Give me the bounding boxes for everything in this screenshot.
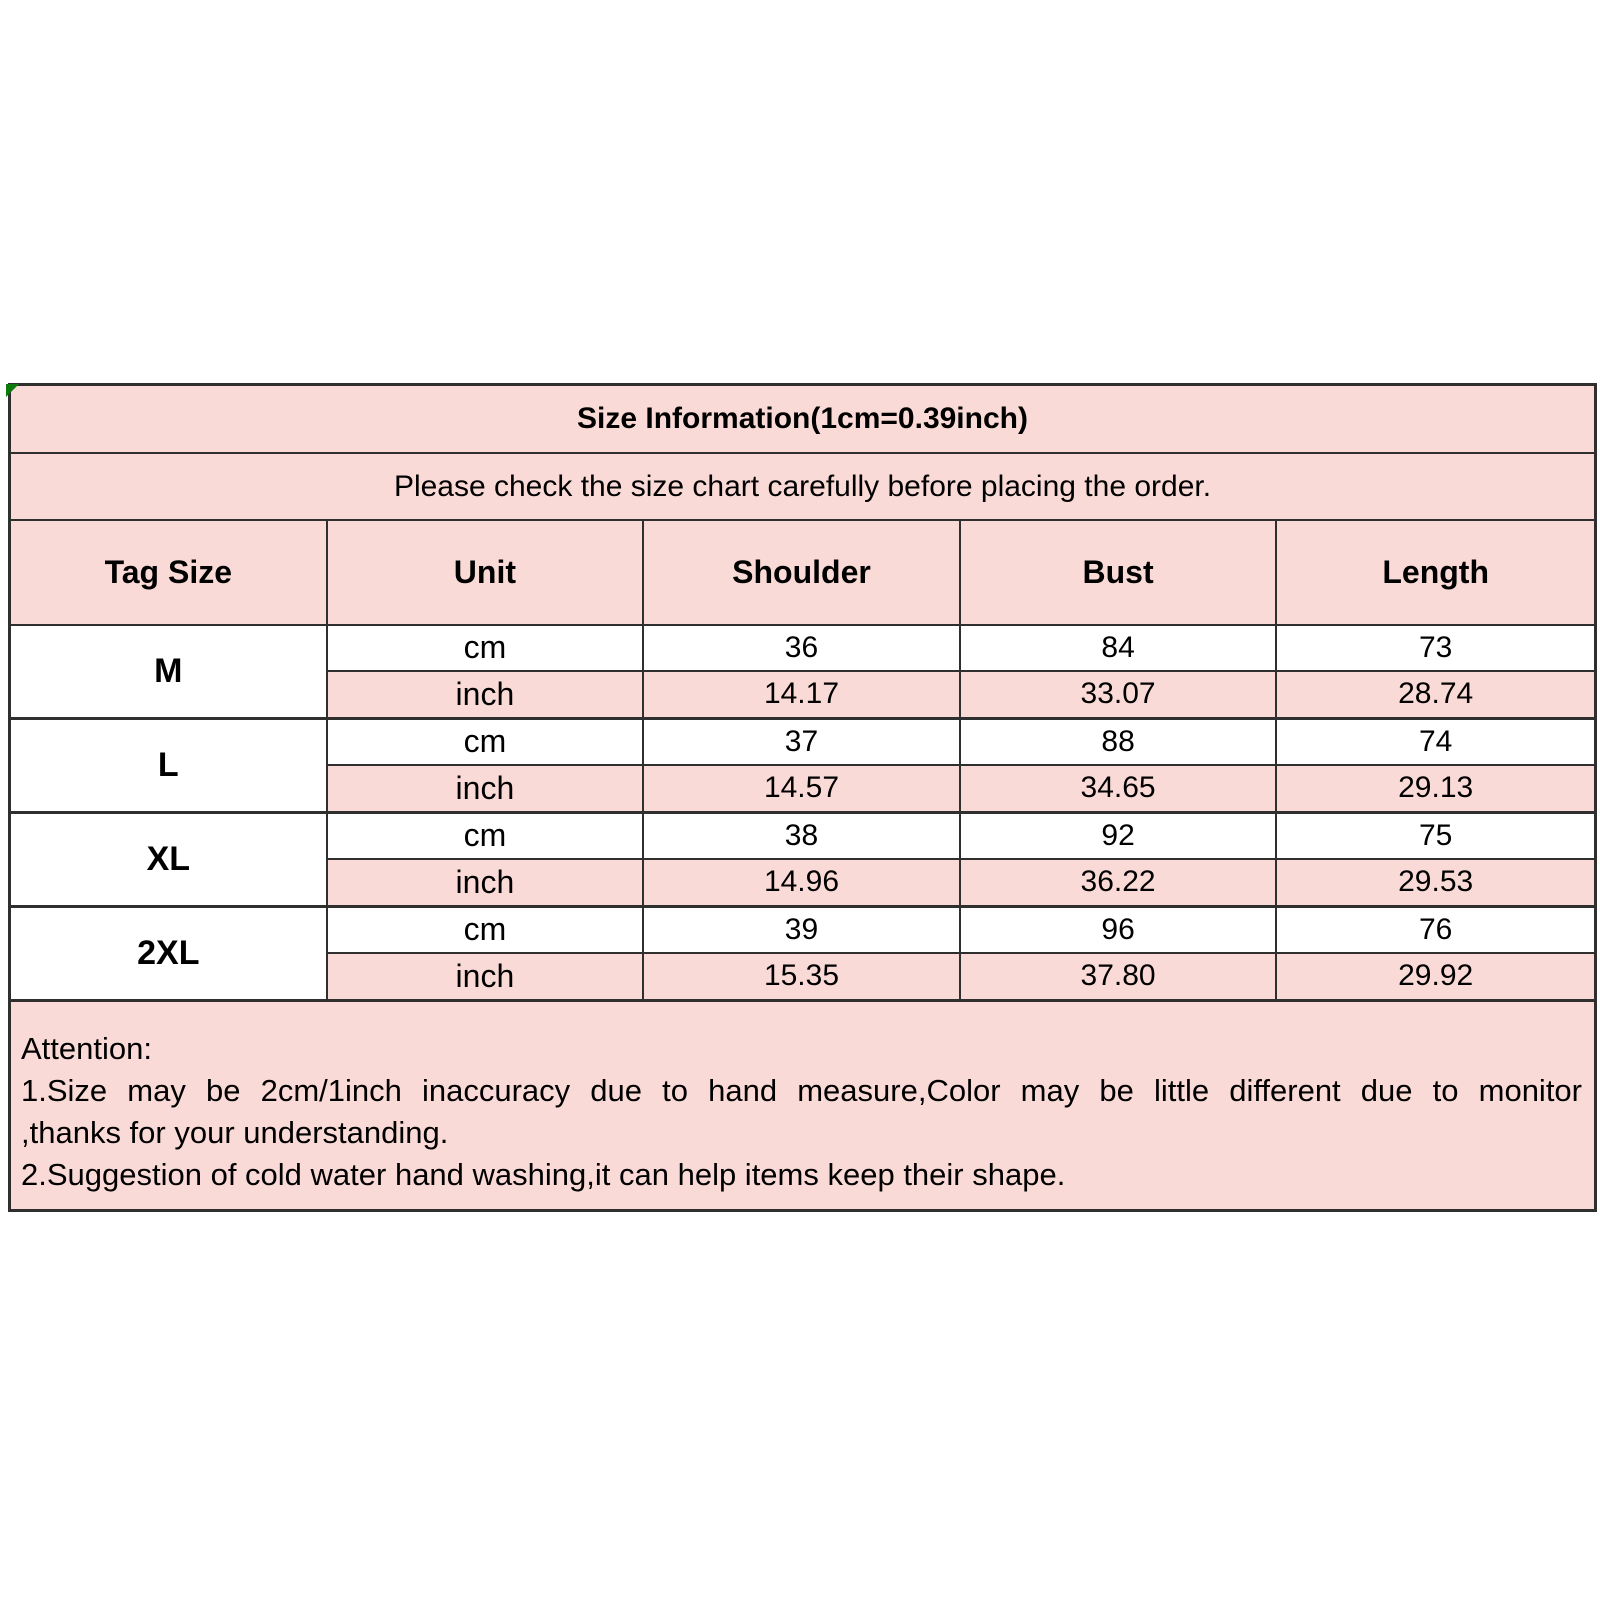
shoulder-value-cell: 37 <box>644 720 961 764</box>
unit-cell: inch <box>328 860 645 905</box>
unit-cell: inch <box>328 954 645 999</box>
table-subtitle: Please check the size chart carefully before placing the order. <box>11 454 1594 521</box>
shoulder-value-cell: 39 <box>644 908 961 952</box>
unit-cell: cm <box>328 908 645 952</box>
bust-value-cell: 36.22 <box>961 860 1278 905</box>
attention-note <box>11 1002 1594 1209</box>
cm-subrow <box>328 626 1594 672</box>
column-header-bust: Bust <box>961 521 1278 624</box>
attention-line-3: 2.Suggestion of cold water hand washing,it can help items keep their shape. <box>21 1157 1066 1192</box>
table-row-size-m <box>11 626 1594 720</box>
tag-size-cell: M <box>11 626 328 717</box>
length-value-cell: 29.92 <box>1398 959 1474 993</box>
shoulder-value-cell: 15.35 <box>644 954 961 999</box>
length-value-cell: 29.13 <box>1398 771 1474 805</box>
inch-subrow <box>328 954 1594 999</box>
bust-value-cell: 96 <box>961 908 1278 952</box>
shoulder-value-cell: 36 <box>644 626 961 670</box>
shoulder-value-cell: 14.57 <box>644 766 961 811</box>
unit-cell: inch <box>328 672 645 717</box>
table-row-size-2xl <box>11 908 1594 1002</box>
length-value-cell: 29.53 <box>1398 865 1474 899</box>
shoulder-value-cell: 14.96 <box>644 860 961 905</box>
tag-size-cell: XL <box>11 814 328 905</box>
tag-size-cell: 2XL <box>11 908 328 999</box>
inch-subrow <box>328 766 1594 811</box>
attention-line-1: 1.Size may be 2cm/1inch inaccuracy due to hand measure,Color may be little different due to monitor <box>21 1073 1582 1108</box>
inch-subrow <box>328 672 1594 717</box>
inch-subrow <box>328 860 1594 905</box>
column-header-length: Length <box>1382 554 1489 590</box>
table-title: Size Information(1cm=0.39inch) <box>11 386 1594 454</box>
shoulder-value-cell: 38 <box>644 814 961 858</box>
length-value-cell: 74 <box>1418 724 1453 758</box>
tag-size-cell: L <box>11 720 328 811</box>
table-row-size-xl <box>11 814 1594 908</box>
bust-value-cell: 92 <box>961 814 1278 858</box>
column-header-shoulder: Shoulder <box>644 521 961 624</box>
length-value-cell: 75 <box>1418 818 1453 852</box>
unit-cell: cm <box>328 626 645 670</box>
cm-subrow <box>328 908 1594 954</box>
bust-value-cell: 34.65 <box>961 766 1278 811</box>
bust-value-cell: 88 <box>961 720 1278 764</box>
length-value-cell: 28.74 <box>1398 677 1474 711</box>
cm-subrow <box>328 720 1594 766</box>
unit-cell: inch <box>328 766 645 811</box>
unit-cell: cm <box>328 814 645 858</box>
length-value-cell: 76 <box>1418 912 1453 946</box>
shoulder-value-cell: 14.17 <box>644 672 961 717</box>
bust-value-cell: 33.07 <box>961 672 1278 717</box>
column-header-unit: Unit <box>328 521 645 624</box>
length-value-cell: 73 <box>1418 630 1453 664</box>
size-chart-table <box>8 383 1597 1212</box>
attention-heading: Attention: <box>21 1031 152 1066</box>
table-row-size-l <box>11 720 1594 814</box>
unit-cell: cm <box>328 720 645 764</box>
attention-line-2: ,thanks for your understanding. <box>21 1115 449 1150</box>
bust-value-cell: 37.80 <box>961 954 1278 999</box>
column-header-tag-size: Tag Size <box>11 521 328 624</box>
table-header-row <box>11 521 1594 626</box>
cm-subrow <box>328 814 1594 860</box>
bust-value-cell: 84 <box>961 626 1278 670</box>
